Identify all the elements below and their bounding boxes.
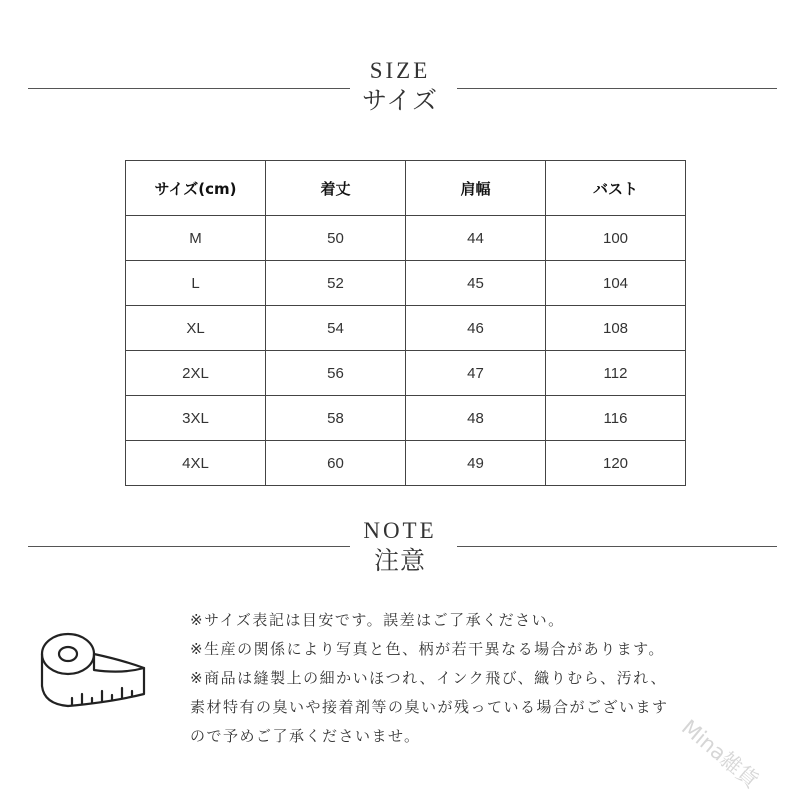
cell-length: 56 — [266, 351, 406, 396]
table-row — [126, 396, 686, 441]
note-line: ※商品は縫製上の細かいほつれ、インク飛び、織りむら、汚れ、 — [190, 669, 667, 687]
measuring-tape-icon — [32, 628, 152, 718]
cell-bust: 108 — [546, 306, 686, 351]
cell-bust: 120 — [546, 441, 686, 486]
cell-length: 58 — [266, 396, 406, 441]
header-bust: バスト — [546, 161, 686, 216]
note-heading — [0, 518, 800, 576]
note-line: ※生産の関係により写真と色、柄が若干異なる場合があります。 — [190, 640, 665, 658]
size-heading — [0, 58, 800, 116]
table-row — [126, 441, 686, 486]
cell-size: M — [126, 216, 266, 261]
watermark: Mina雑貨 — [677, 715, 764, 793]
cell-shoulder: 44 — [406, 216, 546, 261]
cell-shoulder: 49 — [406, 441, 546, 486]
cell-size: XL — [126, 306, 266, 351]
table-row — [126, 261, 686, 306]
header-size: サイズ(cm) — [126, 161, 266, 216]
note-heading-jp: 注意 — [373, 546, 426, 575]
cell-size: 2XL — [126, 351, 266, 396]
table-row — [126, 351, 686, 396]
size-heading-jp: サイズ — [361, 86, 438, 115]
note-line: 素材特有の臭いや接着剤等の臭いが残っている場合がございます — [190, 698, 669, 716]
cell-shoulder: 48 — [406, 396, 546, 441]
note-line: ので予めご了承くださいませ。 — [190, 727, 421, 745]
note-line: ※サイズ表記は目安です。誤差はご了承ください。 — [190, 611, 565, 629]
table-row — [126, 216, 686, 261]
cell-size: L — [126, 261, 266, 306]
cell-bust: 116 — [546, 396, 686, 441]
cell-bust: 112 — [546, 351, 686, 396]
cell-length: 52 — [266, 261, 406, 306]
cell-shoulder: 45 — [406, 261, 546, 306]
size-heading-en: SIZE — [369, 58, 431, 83]
cell-size: 4XL — [126, 441, 266, 486]
header-length: 着丈 — [266, 161, 406, 216]
note-heading-en: NOTE — [363, 518, 437, 543]
cell-shoulder: 46 — [406, 306, 546, 351]
cell-length: 60 — [266, 441, 406, 486]
header-shoulder: 肩幅 — [406, 161, 546, 216]
cell-shoulder: 47 — [406, 351, 546, 396]
table-row — [126, 306, 686, 351]
cell-bust: 100 — [546, 216, 686, 261]
size-table-header-row — [126, 161, 686, 216]
size-table — [125, 160, 686, 486]
cell-size: 3XL — [126, 396, 266, 441]
cell-length: 54 — [266, 306, 406, 351]
cell-bust: 104 — [546, 261, 686, 306]
cell-length: 50 — [266, 216, 406, 261]
